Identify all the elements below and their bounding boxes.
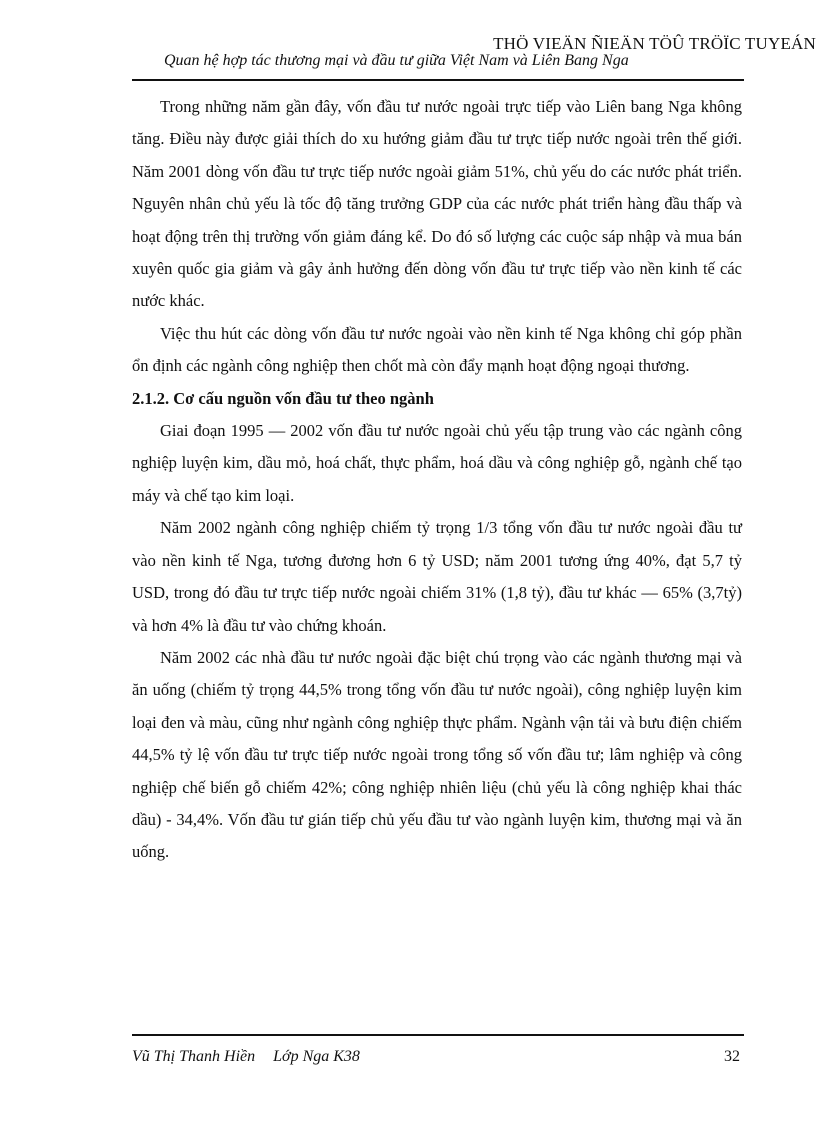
- running-header-title: Quan hệ hợp tác thương mại và đầu tư giữa Việt Nam và Liên Bang Nga: [164, 52, 629, 69]
- footer-class-name: Lớp Nga K38: [273, 1048, 360, 1065]
- page-body: [132, 91, 742, 869]
- paragraph-sector-focus-2002: Năm 2002 các nhà đầu tư nước ngoài đặc biệt chú trọng vào các ngành thương mại và ăn uống (chiếm tỷ trọng 44,5% trong tổng vốn đầu tư nước ngoài), công nghiệp luyện kim loại đen và màu, cũng như ngành công nghiệp thực phẩm. Ngành vận tải và bưu điện chiếm 44,5% tỷ lệ vốn đầu tư trực tiếp nước ngoài trong tổng số vốn đầu tư; lâm nghiệp và công nghiệp chế biến gỗ chiếm 42%; công nghiệp nhiên liệu (chủ yếu là công nghiệp khai thác dầu) - 34,4%. Vốn đầu tư gián tiếp chủ yếu đầu tư vào ngành luyện kim, thương mại và ăn uống.: [132, 647, 742, 862]
- section-heading: 2.1.2. Cơ cấu nguồn vốn đầu tư theo ngành: [132, 388, 434, 408]
- footer-rule: [132, 1034, 744, 1036]
- footer-author-line: [132, 1048, 360, 1066]
- library-watermark: THÖ VIEÄN ÑIEÄN TÖÛ TRÖÏC TUYEÁN: [493, 34, 816, 53]
- footer-author-name: Vũ Thị Thanh Hiền: [132, 1048, 256, 1065]
- page-number: 32: [724, 1048, 740, 1065]
- paragraph-period-1995-2002: Giai đoạn 1995 — 2002 vốn đầu tư nước ngoài chủ yếu tập trung vào các ngành công nghiệp luyện kim, dầu mỏ, hoá chất, thực phẩm, hoá dầu và công nghiệp gỗ, ngành chế tạo máy và chế tạo kim loại.: [132, 421, 742, 505]
- header-rule: [132, 79, 744, 81]
- paragraph-industry-share-2002: Năm 2002 ngành công nghiệp chiếm tỷ trọng 1/3 tổng vốn đầu tư nước ngoài đầu tư vào nền kinh tế Nga, tương đương hơn 6 tỷ USD; năm 2001 tương ứng 40%, đạt 5,7 tỷ USD, trong đó đầu tư trực tiếp nước ngoài chiếm 31% (1,8 tỷ), đầu tư khác — 65% (3,7tỷ) và hơn 4% là đầu tư vào chứng khoán.: [132, 518, 742, 635]
- paragraph-fdi-decline: Trong những năm gần đây, vốn đầu tư nước ngoài trực tiếp vào Liên bang Nga không tăng. Điều này được giải thích do xu hướng giảm đầu tư trực tiếp nước ngoài trên thế giới. Năm 2001 dòng vốn đầu tư trực tiếp nước ngoài giảm 51%, chủ yếu do các nước phát triển. Nguyên nhân chủ yếu là tốc độ tăng trưởng GDP của các nước phát triển hàng đầu thấp và hoạt động trên thị trường vốn giảm đáng kể. Do đó số lượng các cuộc sáp nhập và mua bán xuyên quốc gia giảm và gây ảnh hưởng đến dòng vốn đầu tư trực tiếp vào nền kinh tế các nước khác.: [132, 97, 742, 311]
- paragraph-attraction-benefits: Việc thu hút các dòng vốn đầu tư nước ngoài vào nền kinh tế Nga không chỉ góp phần ổn định các ngành công nghiệp then chốt mà còn đẩy mạnh hoạt động ngoại thương.: [132, 323, 742, 376]
